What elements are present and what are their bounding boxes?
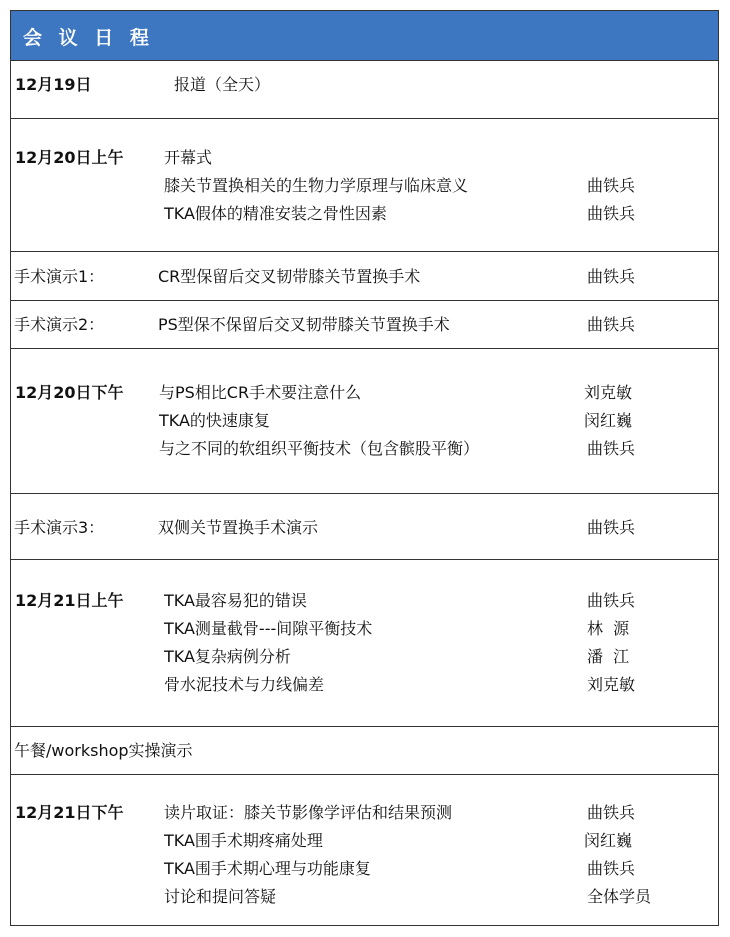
session-topic: CR型保留后交叉韧带膝关节置换手术 — [158, 267, 421, 286]
agenda-table — [10, 10, 719, 926]
session-speaker: 闵红巍 — [584, 411, 633, 430]
session-topic: 讨论和提问答疑 — [164, 887, 277, 906]
session-topic: TKA最容易犯的错误 — [164, 591, 307, 610]
session-topic: 与之不同的软组织平衡技术（包含髌股平衡） — [159, 439, 480, 458]
session-topic: 读片取证：膝关节影像学评估和结果预测 — [164, 803, 453, 822]
session-speaker: 潘 江 — [587, 647, 630, 666]
lunch-label: 午餐/workshop实操演示 — [14, 741, 193, 760]
session-speaker: 全体学员 — [587, 887, 652, 906]
agenda-header — [11, 11, 718, 61]
session-speaker: 曲铁兵 — [587, 176, 636, 195]
session-topic: TKA假体的精准安装之骨性因素 — [164, 204, 387, 223]
session-topic: 骨水泥技术与力线偏差 — [164, 675, 325, 694]
session-topic: 开幕式 — [164, 148, 213, 167]
session-topic: 膝关节置换相关的生物力学原理与临床意义 — [164, 176, 469, 195]
session-topic: TKA复杂病例分析 — [164, 647, 291, 666]
demo-3 — [11, 494, 718, 560]
session-speaker: 林 源 — [587, 619, 630, 638]
session-dec19 — [11, 61, 718, 119]
session-dec21-pm — [11, 775, 718, 925]
lunch-workshop — [11, 727, 718, 775]
session-date: 12月20日上午 — [15, 148, 124, 167]
session-speaker: 曲铁兵 — [587, 859, 636, 878]
session-date: 12月20日下午 — [15, 383, 124, 402]
session-speaker: 曲铁兵 — [587, 204, 636, 223]
session-speaker: 曲铁兵 — [587, 315, 636, 334]
session-speaker: 刘克敏 — [584, 383, 633, 402]
session-topic: 与PS相比CR手术要注意什么 — [159, 383, 362, 402]
session-speaker: 曲铁兵 — [587, 518, 636, 537]
agenda-title: 会 议 日 程 — [23, 27, 154, 49]
session-topic: TKA的快速康复 — [159, 411, 270, 430]
session-date: 12月19日 — [15, 75, 92, 94]
session-speaker: 闵红巍 — [584, 831, 633, 850]
session-topic: TKA测量截骨---间隙平衡技术 — [164, 619, 373, 638]
session-dec20-am — [11, 119, 718, 252]
session-dec20-pm — [11, 349, 718, 494]
session-speaker: 曲铁兵 — [587, 803, 636, 822]
session-topic: PS型保不保留后交叉韧带膝关节置换手术 — [158, 315, 450, 334]
session-topic: TKA围手术期疼痛处理 — [164, 831, 323, 850]
demo-label: 手术演示3： — [14, 518, 105, 537]
demo-label: 手术演示2： — [14, 315, 105, 334]
session-speaker: 曲铁兵 — [587, 267, 636, 286]
session-dec21-am — [11, 560, 718, 727]
demo-label: 手术演示1： — [14, 267, 105, 286]
demo-1 — [11, 252, 718, 301]
session-speaker: 曲铁兵 — [587, 591, 636, 610]
session-topic: TKA围手术期心理与功能康复 — [164, 859, 371, 878]
session-topic: 报道（全天） — [174, 75, 271, 94]
demo-2 — [11, 301, 718, 349]
session-speaker: 曲铁兵 — [587, 439, 636, 458]
session-speaker: 刘克敏 — [587, 675, 636, 694]
session-date: 12月21日下午 — [15, 803, 124, 822]
session-topic: 双侧关节置换手术演示 — [158, 518, 319, 537]
session-date: 12月21日上午 — [15, 591, 124, 610]
